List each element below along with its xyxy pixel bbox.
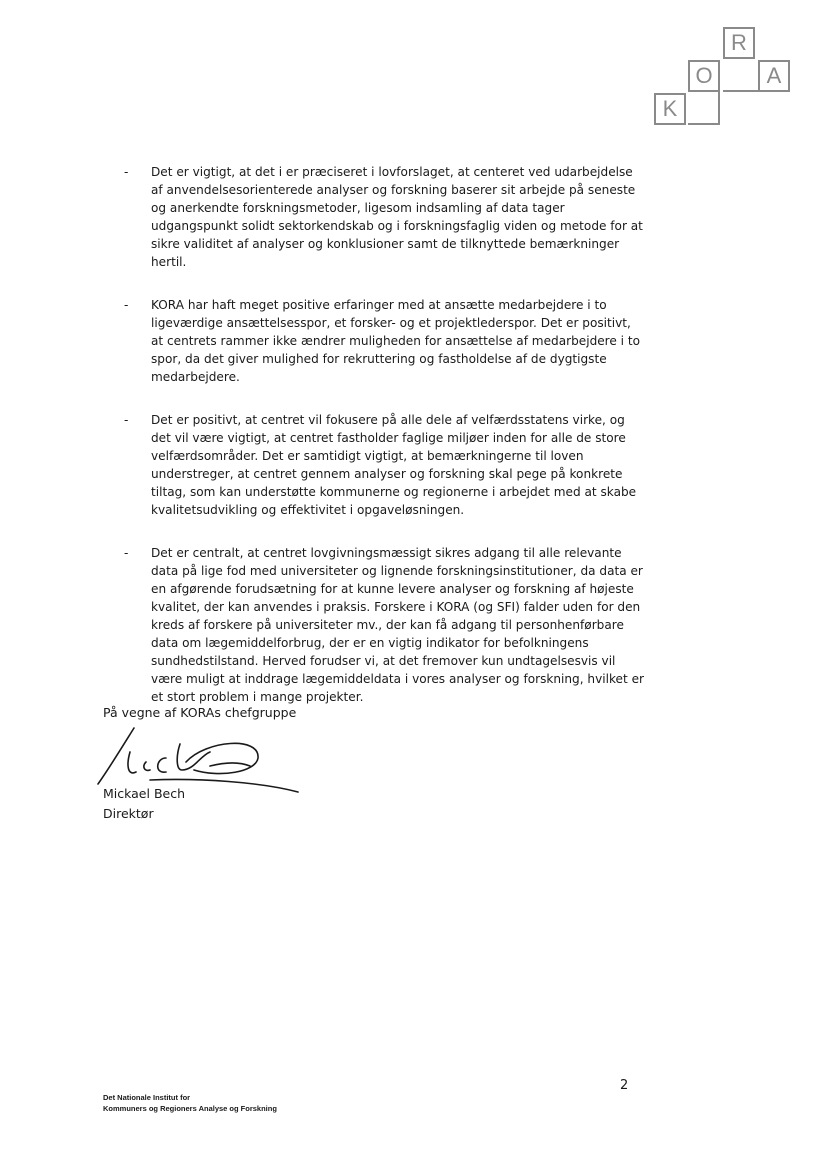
logo-grid-line	[723, 57, 758, 92]
footer-line-2: Kommuners og Regioners Analyse og Forskning	[103, 1104, 277, 1113]
page-number: 2	[620, 1078, 629, 1093]
footer-line-1: Det Nationale Institut for	[103, 1093, 191, 1102]
bullet-dash: -	[124, 413, 129, 427]
bullet-item	[124, 296, 644, 386]
signer-title: Direktør	[103, 806, 154, 821]
closing-line: På vegne af KORAs chefgruppe	[103, 705, 297, 720]
bullet-text: Det er centralt, at centret lovgivningsmæssigt sikres adgang til alle relevante data på lige fod med universiteter og lignende forskningsinstitutioner, da data er en afgørende forudsætning for at kunne levere analyser og forskning af højeste kvalitet, der kan anvendes i praksis. Forskere i KORA (og SFI) falder uden for den kreds af forskere på universiteter mv., der kan få adgang til personhenførbare data om lægemiddelforbrug, der er en vigtig indikator for befolkningens sundhedstilstand. Herved forudser vi, at det fremover kun undtagelsesvis vil være muligt at inddrage lægemiddeldata i vores analyser og forskning, hvilket er et stort problem i mange projekter.	[151, 546, 644, 704]
bullet-dash: -	[124, 165, 129, 179]
signer-name: Mickael Bech	[103, 786, 186, 801]
logo-letter-a: A	[758, 60, 790, 92]
kora-logo	[654, 27, 792, 127]
logo-letter-r: R	[723, 27, 755, 59]
bullet-item	[124, 163, 644, 271]
bullet-item	[124, 544, 644, 706]
bullet-item	[124, 411, 644, 519]
bullet-dash: -	[124, 546, 129, 560]
bullet-dash: -	[124, 298, 129, 312]
logo-grid-line	[688, 91, 720, 125]
logo-letter-k: K	[654, 93, 686, 125]
bullet-text: KORA har haft meget positive erfaringer med at ansætte medarbejdere i to ligeværdige ansættelsesspor, et forsker- og et projektlederspor. Det er positivt, at centrets rammer ikke ændrer muligheden for ansættelse af medarbejdere i to spor, da det giver mulighed for rekruttering og fastholdelse af de dygtigste medarbejdere.	[151, 298, 641, 384]
bullet-text: Det er vigtigt, at det i er præciseret i lovforslaget, at centeret ved udarbejdelse af anvendelsesorienterede analyser og forskning baserer sit arbejde på seneste og anerkendte forskningsmetoder, ligesom indsamling af data tager udgangspunkt solidt sektorkendskab og i forskningsfaglig viden og metode for at sikre validitet af analyser og konklusioner samt de tilknyttede bemærkninger hertil.	[151, 165, 643, 269]
logo-letter-o: O	[688, 60, 720, 92]
footer	[103, 1092, 277, 1114]
bullet-list	[124, 163, 644, 731]
bullet-text: Det er positivt, at centret vil fokusere på alle dele af velfærdsstatens virke, og det vil være vigtigt, at centret fastholder faglige miljøer inden for alle de store velfærdsområder. Det er samtidigt vigtigt, at bemærkningerne til loven understreger, at centret gennem analyser og forskning skal pege på konkrete tiltag, som kan understøtte kommunerne og regionerne i arbejdet med at skabe kvalitetsudvikling og effektivitet i opgaveløsningen.	[151, 413, 637, 517]
signer-block	[103, 784, 185, 824]
